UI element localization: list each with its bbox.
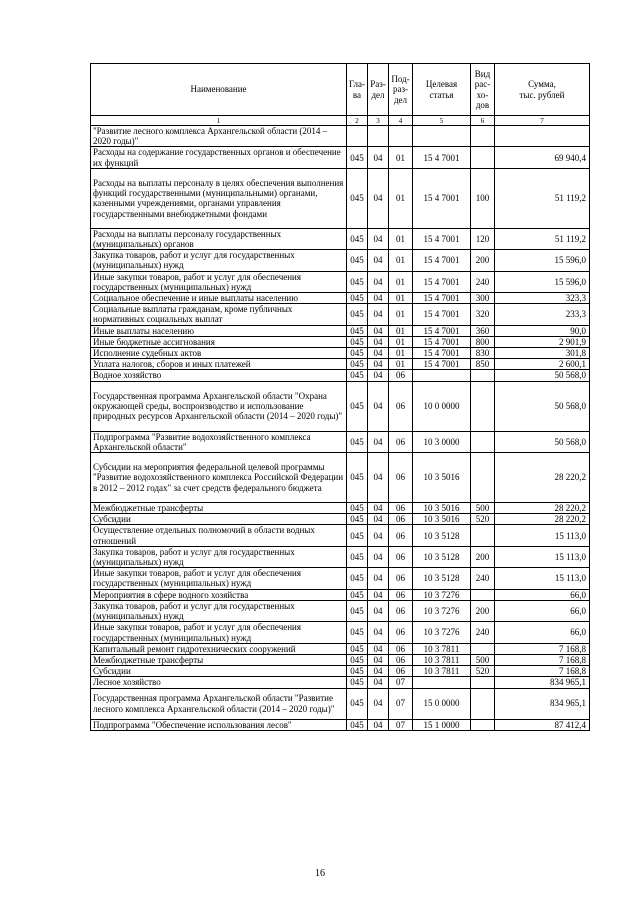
cell-podrazdel: 01 (389, 359, 413, 370)
table-row (91, 359, 590, 370)
column-number: 1 (91, 116, 347, 126)
cell-podrazdel: 06 (389, 654, 413, 665)
cell-razdel: 04 (368, 666, 389, 677)
cell-expense-type: 120 (471, 228, 495, 249)
cell-name: Подпрограмма "Развитие водохозяйственного комплекса Архангельской области" (91, 431, 347, 452)
cell-glava: 045 (347, 719, 368, 730)
cell-name: Иные закупки товаров, работ и услуг для обеспечения государственных (муниципальных) нужд (91, 271, 347, 292)
cell-podrazdel: 06 (389, 431, 413, 452)
table-row (91, 643, 590, 654)
budget-document (90, 63, 589, 731)
cell-razdel: 04 (368, 325, 389, 336)
cell-sum: 28 220,2 (495, 514, 590, 525)
cell-target-article: 10 3 5016 (413, 453, 471, 503)
cell-expense-type: 830 (471, 348, 495, 359)
cell-sum: 87 412,4 (495, 719, 590, 730)
cell-expense-type: 520 (471, 666, 495, 677)
cell-expense-type (471, 431, 495, 452)
cell-name: Капитальный ремонт гидротехнических сооружений (91, 643, 347, 654)
cell-target-article: 15 4 7001 (413, 348, 471, 359)
table-header-row (91, 64, 590, 116)
cell-name: Лесное хозяйство (91, 677, 347, 688)
cell-sum: 28 220,2 (495, 503, 590, 514)
cell-podrazdel: 07 (389, 688, 413, 719)
cell-name: Иные бюджетные ассигнования (91, 336, 347, 347)
cell-razdel: 04 (368, 147, 389, 168)
cell-expense-type (471, 719, 495, 730)
table-row (91, 514, 590, 525)
budget-table (90, 63, 590, 731)
cell-name: Осуществление отдельных полномочий в области водных отношений (91, 525, 347, 546)
cell-target-article: 15 4 7001 (413, 168, 471, 228)
cell-name: Социальное обеспечение и иные выплаты населению (91, 293, 347, 304)
cell-sum: 50 568,0 (495, 381, 590, 431)
cell-sum: 7 168,8 (495, 666, 590, 677)
cell-expense-type: 100 (471, 168, 495, 228)
cell-name: Водное хозяйство (91, 370, 347, 381)
cell-razdel: 04 (368, 514, 389, 525)
cell-target-article: 10 3 7276 (413, 622, 471, 643)
cell-podrazdel: 06 (389, 381, 413, 431)
column-number: 5 (413, 116, 471, 126)
cell-sum: 15 596,0 (495, 271, 590, 292)
cell-sum: 834 965,1 (495, 688, 590, 719)
cell-expense-type: 240 (471, 622, 495, 643)
cell-glava: 045 (347, 168, 368, 228)
cell-podrazdel: 07 (389, 719, 413, 730)
cell-razdel: 04 (368, 293, 389, 304)
cell-sum: 834 965,1 (495, 677, 590, 688)
table-row (91, 304, 590, 325)
column-number: 3 (368, 116, 389, 126)
cell-expense-type (471, 453, 495, 503)
cell-target-article: 15 0 0000 (413, 688, 471, 719)
cell-podrazdel: 06 (389, 643, 413, 654)
cell-podrazdel: 01 (389, 168, 413, 228)
column-numbers-row (91, 116, 590, 126)
cell-razdel: 04 (368, 348, 389, 359)
cell-razdel (368, 126, 389, 147)
cell-podrazdel: 01 (389, 325, 413, 336)
cell-glava: 045 (347, 348, 368, 359)
cell-expense-type (471, 589, 495, 600)
table-row (91, 147, 590, 168)
cell-expense-type: 240 (471, 568, 495, 589)
cell-name: Закупка товаров, работ и услуг для государственных (муниципальных) нужд (91, 600, 347, 621)
table-row (91, 666, 590, 677)
cell-expense-type: 520 (471, 514, 495, 525)
cell-glava: 045 (347, 525, 368, 546)
cell-razdel: 04 (368, 250, 389, 271)
cell-sum: 66,0 (495, 589, 590, 600)
cell-sum: 301,8 (495, 348, 590, 359)
cell-name: Закупка товаров, работ и услуг для государственных (муниципальных) нужд (91, 250, 347, 271)
cell-podrazdel: 01 (389, 348, 413, 359)
cell-glava: 045 (347, 370, 368, 381)
cell-razdel: 04 (368, 271, 389, 292)
cell-expense-type: 320 (471, 304, 495, 325)
cell-glava: 045 (347, 600, 368, 621)
cell-podrazdel: 06 (389, 546, 413, 567)
cell-podrazdel: 01 (389, 250, 413, 271)
cell-glava: 045 (347, 666, 368, 677)
cell-target-article: 15 4 7001 (413, 293, 471, 304)
cell-sum: 233,3 (495, 304, 590, 325)
cell-expense-type (471, 688, 495, 719)
cell-razdel: 04 (368, 228, 389, 249)
cell-expense-type: 200 (471, 546, 495, 567)
cell-name: Уплата налогов, сборов и иных платежей (91, 359, 347, 370)
cell-razdel: 04 (368, 622, 389, 643)
cell-glava: 045 (347, 503, 368, 514)
cell-podrazdel (389, 126, 413, 147)
cell-glava: 045 (347, 622, 368, 643)
table-row (91, 677, 590, 688)
cell-expense-type (471, 370, 495, 381)
cell-razdel: 04 (368, 381, 389, 431)
header-razdel: Раз- дел (368, 64, 389, 116)
cell-expense-type: 240 (471, 271, 495, 292)
cell-sum: 15 113,0 (495, 546, 590, 567)
cell-razdel: 04 (368, 431, 389, 452)
cell-razdel: 04 (368, 677, 389, 688)
cell-target-article: 10 3 5128 (413, 546, 471, 567)
cell-sum: 28 220,2 (495, 453, 590, 503)
cell-podrazdel: 06 (389, 503, 413, 514)
cell-name: Субсидии (91, 514, 347, 525)
cell-target-article: 10 3 5016 (413, 503, 471, 514)
column-number: 6 (471, 116, 495, 126)
table-row (91, 654, 590, 665)
table-row (91, 568, 590, 589)
column-number: 4 (389, 116, 413, 126)
cell-expense-type (471, 381, 495, 431)
table-row (91, 325, 590, 336)
cell-target-article (413, 370, 471, 381)
cell-sum: 7 168,8 (495, 643, 590, 654)
cell-expense-type (471, 643, 495, 654)
cell-glava: 045 (347, 654, 368, 665)
table-row (91, 336, 590, 347)
cell-podrazdel: 01 (389, 147, 413, 168)
cell-name: Расходы на выплаты персоналу государственных (муниципальных) органов (91, 228, 347, 249)
cell-razdel: 04 (368, 546, 389, 567)
cell-target-article: 15 4 7001 (413, 271, 471, 292)
cell-name: Социальные выплаты гражданам, кроме публичных нормативных социальных выплат (91, 304, 347, 325)
table-row (91, 271, 590, 292)
cell-razdel: 04 (368, 359, 389, 370)
cell-razdel: 04 (368, 525, 389, 546)
cell-name: Мероприятия в сфере водного хозяйства (91, 589, 347, 600)
cell-target-article: 15 4 7001 (413, 250, 471, 271)
cell-name: Государственная программа Архангельской области "Развитие лесного комплекса Архангельской области (2014 – 2020 годы)" (91, 688, 347, 719)
cell-podrazdel: 01 (389, 228, 413, 249)
cell-podrazdel: 06 (389, 514, 413, 525)
cell-sum: 69 940,4 (495, 147, 590, 168)
cell-name: Закупка товаров, работ и услуг для государственных (муниципальных) нужд (91, 546, 347, 567)
cell-name: Межбюджетные трансферты (91, 503, 347, 514)
cell-razdel: 04 (368, 503, 389, 514)
cell-name: Государственная программа Архангельской области "Охрана окружающей среды, воспроизводство и использование природных ресурсов Архангельской области (2014 – 2020 годы)" (91, 381, 347, 431)
cell-sum: 2 901,9 (495, 336, 590, 347)
cell-expense-type (471, 677, 495, 688)
table-row (91, 503, 590, 514)
cell-target-article: 10 3 5016 (413, 514, 471, 525)
cell-sum: 90,0 (495, 325, 590, 336)
cell-target-article: 10 3 7811 (413, 666, 471, 677)
cell-name: Иные выплаты населению (91, 325, 347, 336)
cell-podrazdel: 06 (389, 666, 413, 677)
cell-target-article: 10 0 0000 (413, 381, 471, 431)
cell-sum: 323,3 (495, 293, 590, 304)
cell-name: Исполнение судебных актов (91, 348, 347, 359)
cell-expense-type: 500 (471, 654, 495, 665)
column-number: 2 (347, 116, 368, 126)
cell-podrazdel: 06 (389, 370, 413, 381)
table-row (91, 168, 590, 228)
cell-glava (347, 126, 368, 147)
cell-name: Иные закупки товаров, работ и услуг для обеспечения государственных (муниципальных) нужд (91, 622, 347, 643)
cell-podrazdel: 06 (389, 453, 413, 503)
table-row (91, 546, 590, 567)
header-expense-type: Вид рас- хо- дов (471, 64, 495, 116)
cell-target-article: 10 3 7811 (413, 643, 471, 654)
cell-target-article: 10 3 5128 (413, 568, 471, 589)
cell-target-article: 15 4 7001 (413, 228, 471, 249)
table-row (91, 431, 590, 452)
cell-name: Межбюджетные трансферты (91, 654, 347, 665)
table-row (91, 370, 590, 381)
cell-target-article (413, 126, 471, 147)
cell-razdel: 04 (368, 453, 389, 503)
cell-target-article: 15 4 7001 (413, 336, 471, 347)
cell-glava: 045 (347, 293, 368, 304)
cell-expense-type: 200 (471, 600, 495, 621)
cell-glava: 045 (347, 453, 368, 503)
cell-target-article: 15 4 7001 (413, 325, 471, 336)
cell-target-article: 10 3 7276 (413, 600, 471, 621)
cell-sum: 2 600,1 (495, 359, 590, 370)
cell-sum: 51 119,2 (495, 228, 590, 249)
header-name: Наименование (91, 64, 347, 116)
cell-glava: 045 (347, 688, 368, 719)
cell-podrazdel: 01 (389, 304, 413, 325)
cell-target-article: 15 4 7001 (413, 147, 471, 168)
cell-razdel: 04 (368, 336, 389, 347)
table-body (91, 126, 590, 731)
cell-razdel: 04 (368, 643, 389, 654)
cell-sum: 7 168,8 (495, 654, 590, 665)
cell-podrazdel: 06 (389, 525, 413, 546)
cell-podrazdel: 06 (389, 589, 413, 600)
cell-expense-type: 850 (471, 359, 495, 370)
cell-target-article: 15 1 0000 (413, 719, 471, 730)
cell-glava: 045 (347, 228, 368, 249)
cell-sum: 66,0 (495, 600, 590, 621)
table-row (91, 622, 590, 643)
cell-target-article: 15 4 7001 (413, 304, 471, 325)
cell-name: Расходы на содержание государственных органов и обеспечение их функций (91, 147, 347, 168)
cell-target-article: 10 3 7276 (413, 589, 471, 600)
cell-razdel: 04 (368, 688, 389, 719)
table-row (91, 688, 590, 719)
cell-sum: 50 568,0 (495, 370, 590, 381)
cell-glava: 045 (347, 546, 368, 567)
cell-glava: 045 (347, 677, 368, 688)
cell-glava: 045 (347, 643, 368, 654)
cell-sum: 50 568,0 (495, 431, 590, 452)
cell-expense-type: 300 (471, 293, 495, 304)
table-row (91, 525, 590, 546)
cell-razdel: 04 (368, 600, 389, 621)
table-row (91, 250, 590, 271)
cell-glava: 045 (347, 568, 368, 589)
cell-podrazdel: 06 (389, 568, 413, 589)
cell-target-article: 10 3 0000 (413, 431, 471, 452)
cell-razdel: 04 (368, 589, 389, 600)
cell-glava: 045 (347, 514, 368, 525)
cell-expense-type: 200 (471, 250, 495, 271)
cell-podrazdel: 06 (389, 600, 413, 621)
table-row (91, 348, 590, 359)
cell-podrazdel: 01 (389, 336, 413, 347)
table-row (91, 719, 590, 730)
column-number: 7 (495, 116, 590, 126)
table-row (91, 589, 590, 600)
table-row (91, 293, 590, 304)
cell-name: Субсидии на мероприятия федеральной целевой программы "Развитие водохозяйственного комплекса Российской Федерации в 2012 – 2012 годах" за счет средств федерального бюджета (91, 453, 347, 503)
cell-sum: 66,0 (495, 622, 590, 643)
header-target-article: Целевая статья (413, 64, 471, 116)
cell-glava: 045 (347, 431, 368, 452)
cell-expense-type (471, 525, 495, 546)
table-row (91, 453, 590, 503)
cell-sum (495, 126, 590, 147)
cell-target-article (413, 677, 471, 688)
cell-name: Расходы на выплаты персоналу в целях обеспечения выполнения функций государственными (муниципальными) органами, казенными учреждениями, органами управления государственными внебюджетными фондами (91, 168, 347, 228)
cell-razdel: 04 (368, 654, 389, 665)
cell-target-article: 10 3 7811 (413, 654, 471, 665)
cell-glava: 045 (347, 325, 368, 336)
cell-podrazdel: 01 (389, 271, 413, 292)
cell-glava: 045 (347, 381, 368, 431)
table-row (91, 600, 590, 621)
header-sum: Сумма, тыс. рублей (495, 64, 590, 116)
cell-name: Иные закупки товаров, работ и услуг для обеспечения государственных (муниципальных) нужд (91, 568, 347, 589)
cell-expense-type (471, 126, 495, 147)
cell-target-article: 15 4 7001 (413, 359, 471, 370)
cell-sum: 15 113,0 (495, 525, 590, 546)
cell-name: Подпрограмма "Обеспечение использования лесов" (91, 719, 347, 730)
cell-sum: 15 596,0 (495, 250, 590, 271)
cell-name: Субсидии (91, 666, 347, 677)
cell-razdel: 04 (368, 168, 389, 228)
cell-glava: 045 (347, 336, 368, 347)
cell-expense-type (471, 147, 495, 168)
cell-target-article: 10 3 5128 (413, 525, 471, 546)
cell-glava: 045 (347, 250, 368, 271)
cell-glava: 045 (347, 271, 368, 292)
header-glava: Гла- ва (347, 64, 368, 116)
table-row (91, 228, 590, 249)
table-row (91, 126, 590, 147)
cell-sum: 15 113,0 (495, 568, 590, 589)
table-row (91, 381, 590, 431)
header-podrazdel: Под- раз- дел (389, 64, 413, 116)
cell-podrazdel: 07 (389, 677, 413, 688)
cell-name: "Развитие лесного комплекса Архангельской области (2014 – 2020 годы)" (91, 126, 347, 147)
cell-podrazdel: 06 (389, 622, 413, 643)
cell-glava: 045 (347, 589, 368, 600)
cell-razdel: 04 (368, 568, 389, 589)
page-number: 16 (315, 868, 325, 879)
cell-glava: 045 (347, 304, 368, 325)
cell-expense-type: 500 (471, 503, 495, 514)
cell-expense-type: 360 (471, 325, 495, 336)
cell-expense-type: 800 (471, 336, 495, 347)
cell-glava: 045 (347, 359, 368, 370)
cell-razdel: 04 (368, 719, 389, 730)
cell-sum: 51 119,2 (495, 168, 590, 228)
cell-razdel: 04 (368, 370, 389, 381)
cell-podrazdel: 01 (389, 293, 413, 304)
cell-razdel: 04 (368, 304, 389, 325)
cell-glava: 045 (347, 147, 368, 168)
